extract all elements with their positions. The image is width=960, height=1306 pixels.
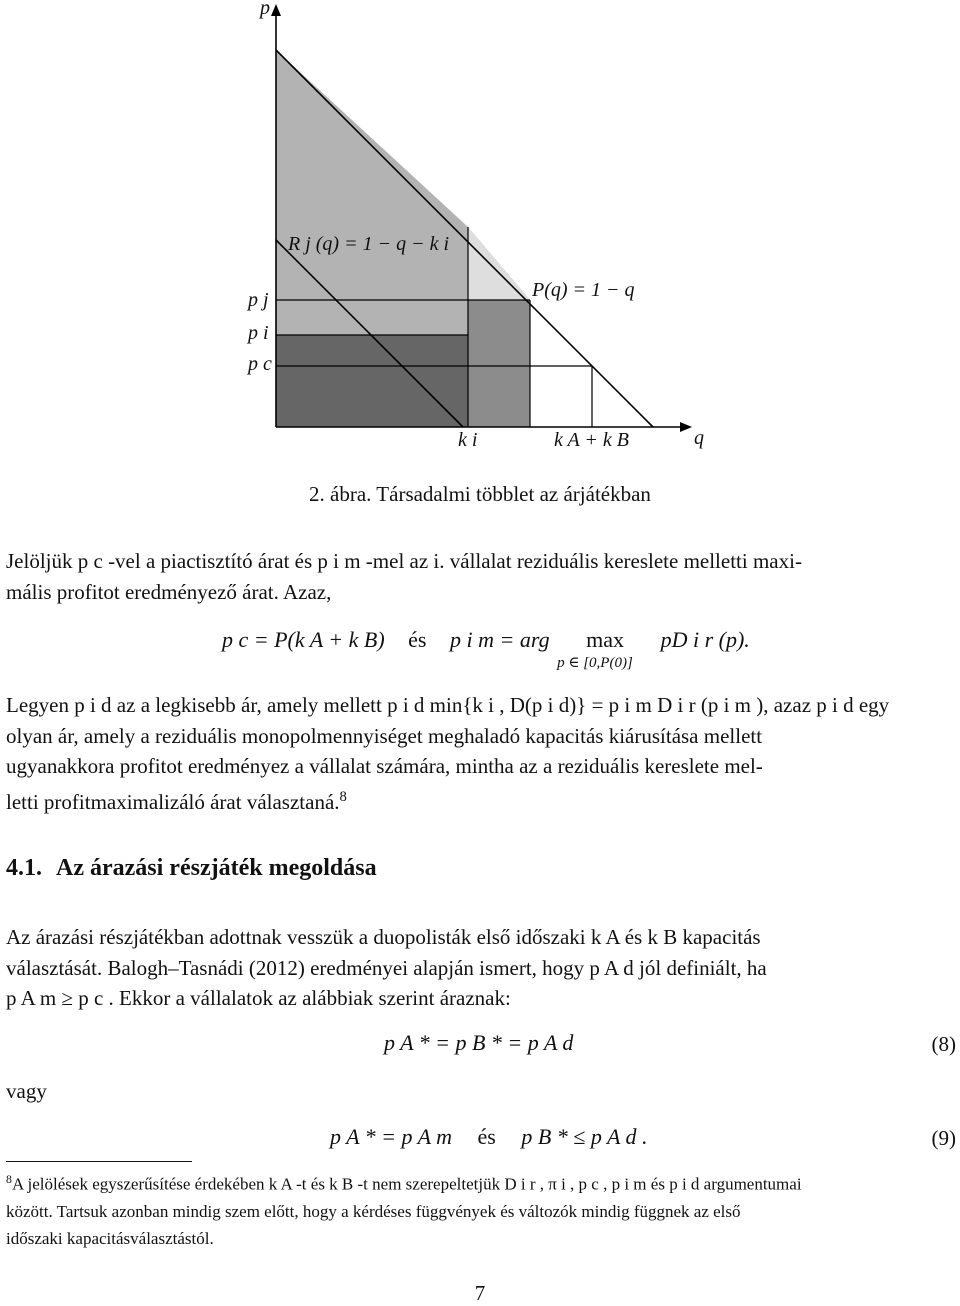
light-triangle-region <box>468 227 530 300</box>
paragraph-3-line-1: Az árazási részjátékban adottnak vesszük a duopolisták első időszaki k A és k B kapacitás <box>6 925 761 949</box>
q-axis-arrow <box>680 422 692 432</box>
equation-9-and: és <box>477 1124 496 1149</box>
paragraph-3-line-3: p A m ≥ p c . Ekkor a vállalatok az alábbiak szerint áraznak: <box>6 986 511 1010</box>
paragraph-3-line-2: választását. Balogh–Tasnádi (2012) eredményei alapján ismert, hogy p A d jól definiált, ha <box>6 955 767 980</box>
p-axis-label: p <box>260 0 270 19</box>
equation-9-right: p B * ≤ p A d . <box>521 1124 648 1149</box>
equation-9-number: (9) <box>931 1126 956 1150</box>
equation-9 <box>330 1124 648 1150</box>
footnote <box>6 1166 956 1252</box>
residual-demand-label: R j (q) = 1 − q − k i <box>288 233 450 255</box>
consumer-surplus-region <box>276 50 468 227</box>
equation-1-tail: pD i r (p). <box>660 627 750 652</box>
footnote-line-2: között. Tartsuk azonban mindig szem előtt, hogy a kérdéses függvények és változók mindig függnek az első <box>6 1201 741 1221</box>
mid-gray-rectangle <box>468 300 530 427</box>
paragraph-1-line-1: Jelöljük p c -vel a piactisztító árat és p i m -mel az i. vállalat reziduális kereslete melletti maxi- <box>6 549 802 573</box>
footnote-rule <box>6 1161 192 1162</box>
figure-caption: 2. ábra. Társadalmi többlet az árjátékban <box>309 482 651 506</box>
paragraph-2-line-3: ugyanakkora profitot eredményez a vállalat számára, mintha az a reziduális kereslete mel- <box>6 754 763 778</box>
kAkB-label: k A + k B <box>554 429 629 451</box>
equation-1 <box>222 627 750 671</box>
paragraph-2-line-2: olyan ár, amely a reziduális monopolmennyiséget meghaladó kapacitás kiárusítása mellett <box>6 723 763 748</box>
equation-8 <box>384 1030 573 1056</box>
equation-1-rhs: p i m = arg <box>450 627 550 652</box>
pj-label: p j <box>248 289 269 311</box>
p-axis-arrow <box>271 4 281 16</box>
equation-1-and: és <box>408 627 427 652</box>
pc-label: p c <box>248 353 272 375</box>
dark-gray-rectangle <box>276 335 468 427</box>
equation-9-left: p A * = p A m <box>330 1124 453 1149</box>
equation-1-max-sub: p ∈ [0,P(0)] <box>557 655 633 671</box>
equation-8-body: p A * = p B * = p A d <box>384 1030 574 1055</box>
footnote-line-1: A jelölések egyszerűsítése érdekében k A -t és k B -t nem szerepeltetjük D i r , π i , p c , p i m és p i d argumentumai <box>11 1174 802 1194</box>
paragraph-1 <box>6 546 956 607</box>
social-surplus-figure <box>0 0 960 460</box>
pi-label: p i <box>248 322 269 344</box>
footnote-line-3: időszaki kapacitásválasztástól. <box>6 1228 214 1248</box>
equation-1-max: max <box>586 627 625 652</box>
section-number: 4.1. <box>6 855 42 881</box>
paragraph-2 <box>6 690 956 817</box>
section-title: Az árazási részjáték megoldása <box>56 855 377 881</box>
paragraph-2-line-4: letti profitmaximalizáló árat választaná. <box>6 789 340 814</box>
footnote-reference[interactable]: 8 <box>339 788 347 805</box>
pj-band-region <box>276 300 468 335</box>
demand-label: P(q) = 1 − q <box>532 279 635 301</box>
paragraph-2-line-1: Legyen p i d az a legkisebb ár, amely mellett p i d min{k i , D(p i d)} = p i m D i r (p i m ), azaz p i d egy <box>6 693 890 717</box>
ki-label: k i <box>458 429 478 451</box>
equation-1-lhs: p c = P(k A + k B) <box>222 627 385 652</box>
q-axis-label: q <box>694 427 704 449</box>
equation-8-number: (8) <box>931 1032 956 1056</box>
footnote-mark: 8 <box>6 1172 12 1186</box>
paragraph-1-line-2: mális profitot eredményező árat. Azaz, <box>6 579 332 604</box>
page-number: 7 <box>474 1281 486 1305</box>
paragraph-3 <box>6 922 956 1014</box>
section-heading <box>6 855 391 882</box>
vagy-text: vagy <box>6 1079 47 1103</box>
